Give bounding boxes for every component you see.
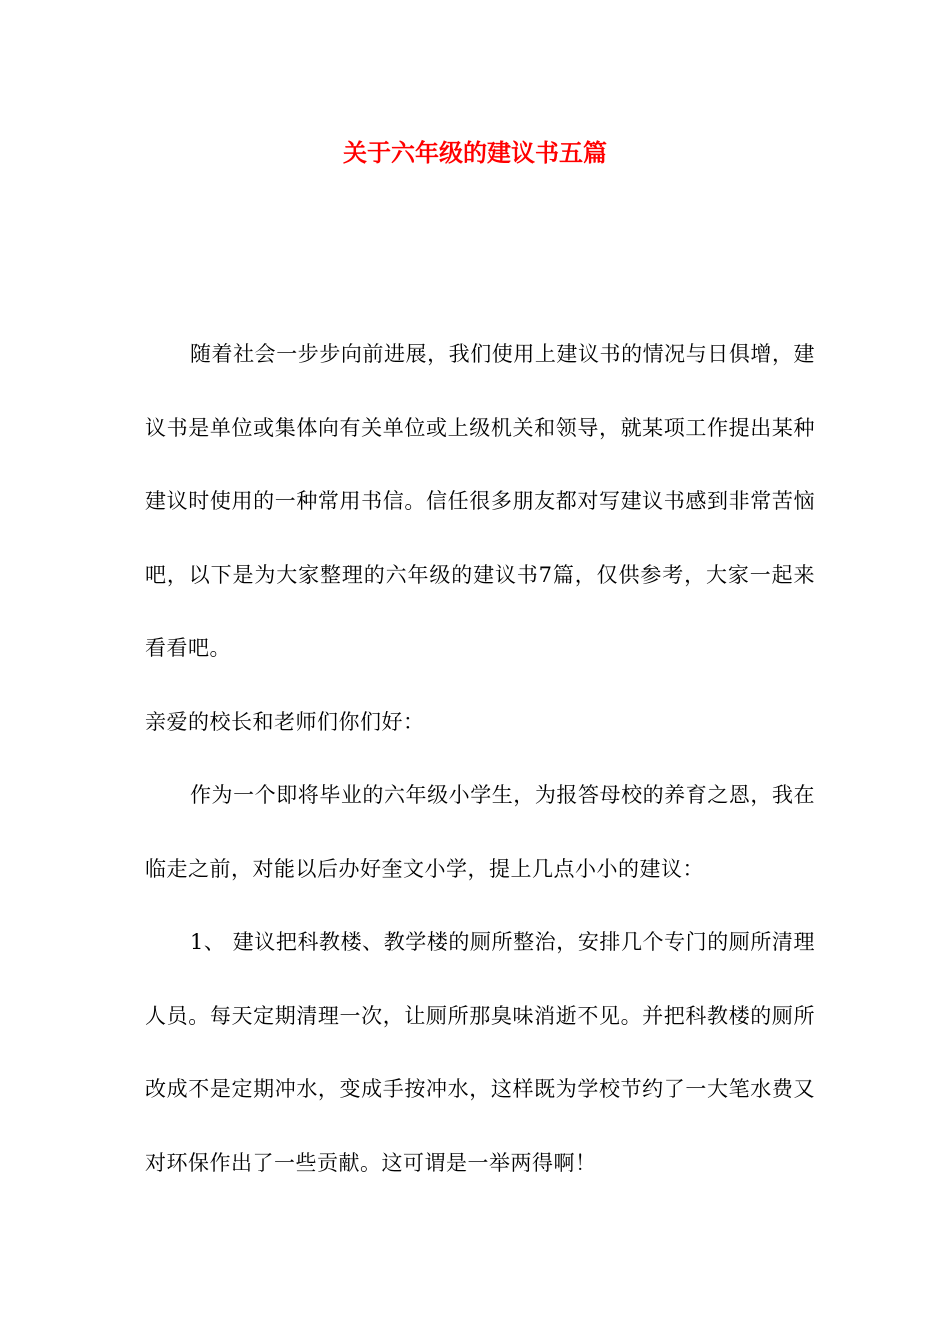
document-title: 关于六年级的建议书五篇 bbox=[343, 138, 607, 167]
document-body bbox=[145, 318, 815, 1200]
opening-paragraph: 作为一个即将毕业的六年级小学生，为报答母校的养育之恩，我在临走之前，对能以后办好奎文小学，提上几点小小的建议： bbox=[145, 783, 815, 881]
salutation-paragraph: 亲爱的校长和老师们你们好： bbox=[145, 709, 425, 734]
suggestion-1-paragraph: 1、 建议把科教楼、教学楼的厕所整治，安排几个专门的厕所清理人员。每天定期清理一次，让厕所那臭味消逝不见。并把科教楼的厕所改成不是定期冲水，变成手按冲水，这样既为学校节约了一大笔水费又对环保作出了一些贡献。这可谓是一举两得啊！ bbox=[145, 930, 815, 1175]
intro-paragraph: 随着社会一步步向前进展，我们使用上建议书的情况与日俱增，建议书是单位或集体向有关单位或上级机关和领导，就某项工作提出某种建议时使用的一种常用书信。信任很多朋友都对写建议书感到非常苦恼吧，以下是为大家整理的六年级的建议书7篇，仅供参考，大家一起来看看吧。 bbox=[145, 342, 815, 660]
